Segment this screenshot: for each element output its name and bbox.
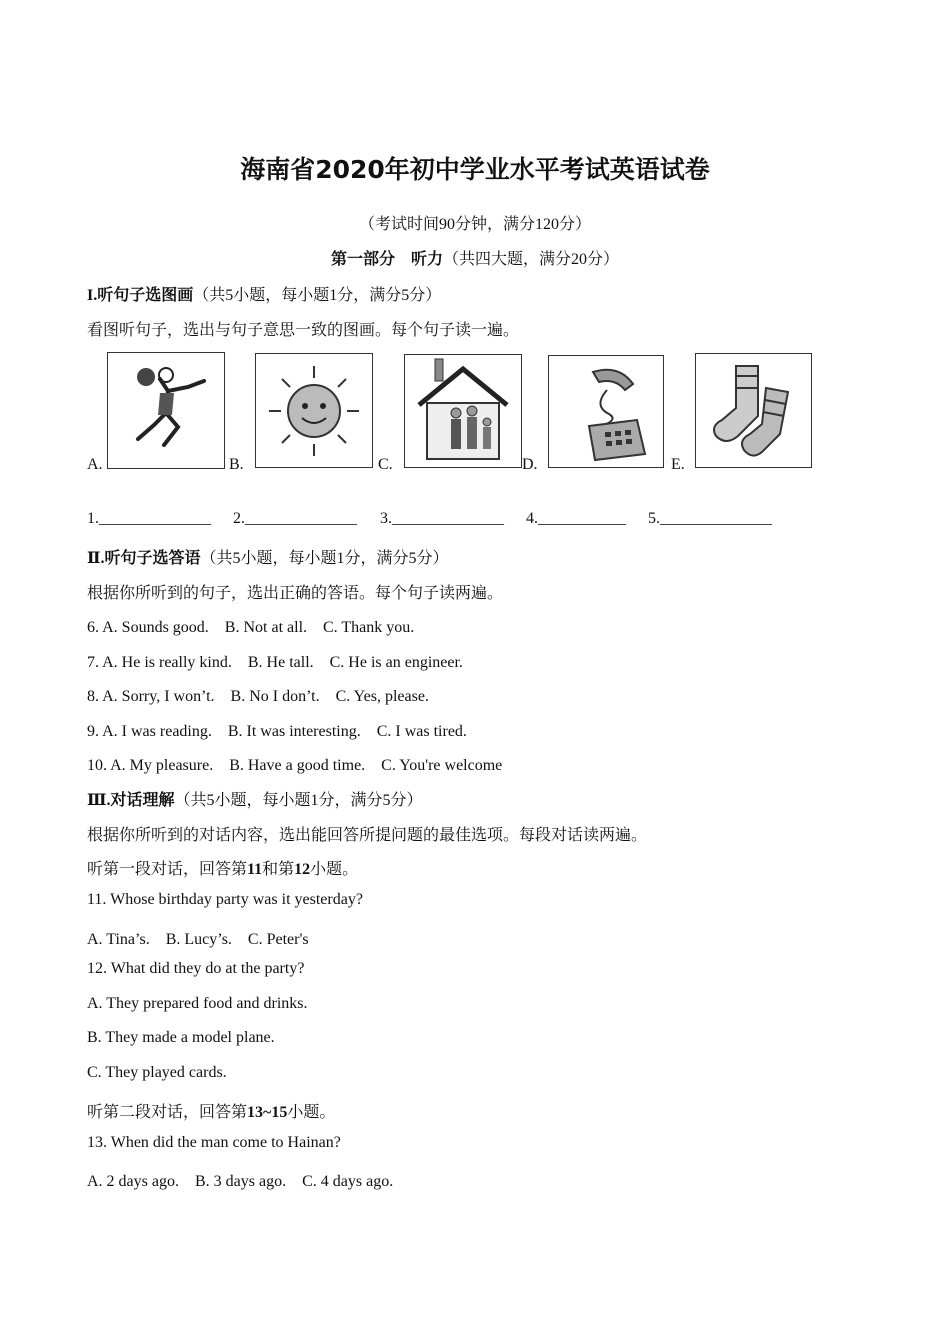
question-7: 7. A. He is really kind. B. He tall. C. He is an engineer. [87, 654, 463, 671]
dialog1-num-12: 12 [294, 861, 311, 878]
picture-label-a: A. [87, 456, 103, 473]
question-10: 10. A. My pleasure. B. Have a good time. C. You're welcome [87, 757, 503, 774]
section1-heading [87, 282, 441, 305]
house-family-icon [404, 354, 522, 468]
section3-heading [87, 787, 423, 810]
picture-label-d: D. [522, 456, 538, 473]
answer-blank-4: 4.___________ [526, 510, 626, 527]
page-title: 海南省2020年初中学业水平考试英语试卷 [240, 155, 710, 184]
answer-blank-5: 5.______________ [648, 510, 772, 527]
section3-desc: （共5小题，每小题1分，满分5分） [174, 792, 423, 809]
section3-instruction: 根据你所听到的对话内容，选出能回答所提问题的最佳选项。每段对话读两遍。 [87, 827, 648, 844]
question-6: 6. A. Sounds good. B. Not at all. C. Thank you. [87, 619, 415, 636]
sun-icon [255, 353, 373, 468]
dialog1-intro [87, 856, 358, 879]
socks-icon [695, 353, 812, 468]
question-12-option-a: A. They prepared food and drinks. [87, 995, 308, 1012]
question-8: 8. A. Sorry, I won’t. B. No I don’t. C. Yes, please. [87, 688, 429, 705]
dialog2-intro [87, 1099, 335, 1122]
dialog1-text-mid: 和第 [262, 861, 295, 878]
dialog2-num-range: 13~15 [247, 1104, 288, 1121]
answer-blank-1: 1.______________ [87, 510, 211, 527]
section1-instruction: 看图听句子，选出与句子意思一致的图画。每个句子读一遍。 [87, 322, 520, 339]
dialog1-num-11: 11 [247, 861, 263, 878]
picture-label-b: B. [229, 456, 244, 473]
part-desc: （共四大题，满分20分） [443, 251, 620, 268]
question-13-options: A. 2 days ago. B. 3 days ago. C. 4 days ago. [87, 1173, 394, 1190]
picture-label-c: C. [378, 456, 393, 473]
dialog2-text-post: 小题。 [287, 1104, 336, 1121]
part-heading [0, 246, 950, 269]
question-9: 9. A. I was reading. B. It was interesting. C. I was tired. [87, 723, 467, 740]
dialog1-text-post: 小题。 [310, 861, 359, 878]
answer-blank-2: 2.______________ [233, 510, 357, 527]
part-label: 第一部分 听力 [330, 251, 443, 268]
section2-desc: （共5小题，每小题1分，满分5分） [200, 550, 449, 567]
question-12-option-b: B. They made a model plane. [87, 1029, 275, 1046]
section2-instruction: 根据你所听到的句子，选出正确的答语。每个句子读两遍。 [87, 585, 504, 602]
section3-title: Ⅲ.对话理解 [87, 792, 175, 809]
picture-label-e: E. [671, 456, 685, 473]
exam-info: （考试时间90分钟，满分120分） [358, 216, 591, 233]
telephone-icon [548, 355, 664, 468]
dialog1-text-pre: 听第一段对话，回答第 [87, 861, 248, 878]
question-13: 13. When did the man come to Hainan? [87, 1134, 341, 1151]
question-12-option-c: C. They played cards. [87, 1064, 227, 1081]
basketball-player-icon [107, 352, 225, 469]
section2-heading [87, 545, 449, 568]
question-12: 12. What did they do at the party? [87, 960, 305, 977]
question-11: 11. Whose birthday party was it yesterday? [87, 891, 363, 908]
dialog2-text-pre: 听第二段对话，回答第 [87, 1104, 248, 1121]
section1-title: I.听句子选图画 [87, 287, 194, 304]
section1-desc: （共5小题，每小题1分，满分5分） [193, 287, 442, 304]
answer-blank-3: 3.______________ [380, 510, 504, 527]
question-11-options: A. Tina’s. B. Lucy’s. C. Peter's [87, 931, 309, 948]
section2-title: Ⅱ.听句子选答语 [87, 550, 201, 567]
